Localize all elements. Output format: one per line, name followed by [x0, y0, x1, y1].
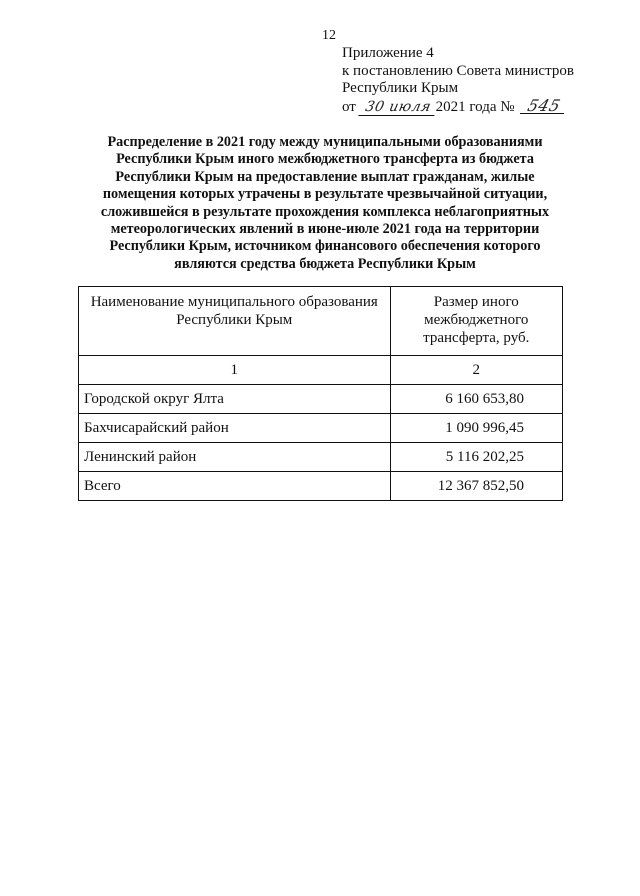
attachment-republic-line: Республики Крым: [342, 80, 459, 96]
header-amount-line: трансферта, руб.: [423, 330, 530, 346]
transfer-table: [78, 286, 563, 501]
header-amount-line: межбюджетного: [424, 312, 529, 328]
header-amount-line: Размер иного: [433, 294, 519, 310]
title-line: Республики Крым на предоставление выплат гражданам, жилые: [115, 168, 535, 185]
municipality-name: Ленинский район: [79, 443, 391, 472]
total-row: [79, 472, 563, 501]
attachment-resolution-line: к постановлению Совета министров: [342, 62, 574, 79]
title-line: сложившейся в результате прохождения комплекса неблагоприятных: [100, 203, 550, 220]
header-municipality-line: Наименование муниципального образования: [90, 294, 378, 310]
total-amount: 12 367 852,50: [390, 472, 562, 501]
date-suffix: 2021 года №: [435, 98, 515, 115]
title-line: Распределение в 2021 году между муниципальными образованиями: [107, 134, 543, 150]
column-number: 1: [79, 356, 391, 385]
attachment-title: Приложение 4: [342, 45, 434, 61]
municipality-name: Городской округ Ялта: [79, 385, 391, 414]
total-label: Всего: [79, 472, 391, 501]
title-line: метеорологических явлений в июне-июле 2021 года на территории: [110, 221, 540, 238]
document-title: [60, 134, 590, 273]
transfer-amount: 5 116 202,25: [390, 443, 562, 472]
column-number: 2: [390, 356, 562, 385]
header-transfer-amount: [390, 287, 562, 356]
transfer-amount: 1 090 996,45: [390, 414, 562, 443]
handwritten-date: 30 июля: [358, 100, 437, 116]
title-line: помещения которых утрачены в результате чрезвычайной ситуации,: [102, 186, 548, 203]
date-prefix: от: [342, 98, 356, 115]
table-row: [79, 443, 563, 472]
title-line: являются средства бюджета Республики Крым: [174, 255, 476, 272]
attachment-date-line: [342, 95, 574, 117]
header-municipality: [79, 287, 391, 356]
page-number: 12: [322, 28, 336, 43]
table-header-row: [79, 287, 563, 356]
column-number-row: [79, 356, 563, 385]
table-row: [79, 385, 563, 414]
handwritten-resolution-number: 545: [520, 98, 568, 114]
table-row: [79, 414, 563, 443]
attachment-header: [342, 45, 574, 116]
header-municipality-line: Республики Крым: [176, 312, 293, 328]
title-line: Республики Крым, источником финансового обеспечения которого: [109, 238, 541, 255]
title-line: Республики Крым иного межбюджетного трансферта из бюджета: [116, 151, 534, 168]
transfer-amount: 6 160 653,80: [390, 385, 562, 414]
municipality-name: Бахчисарайский район: [79, 414, 391, 443]
